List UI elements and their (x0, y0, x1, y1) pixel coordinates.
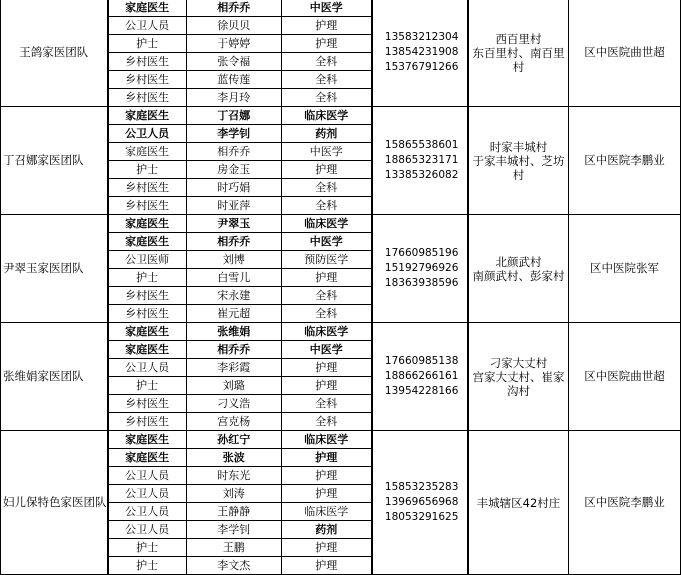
member-name: 徐贝贝 (186, 17, 281, 35)
member-name: 刘璐 (186, 377, 281, 395)
member-name: 王鹏 (186, 539, 281, 557)
member-role: 家庭医生 (108, 323, 187, 341)
member-name: 张维娟 (186, 323, 281, 341)
member-name: 李学钊 (186, 521, 281, 539)
phone-list (372, 431, 468, 575)
phone-number: 17660985138 (384, 355, 459, 367)
member-specialty: 全科 (281, 71, 372, 89)
member-specialty: 护理 (281, 467, 372, 485)
member-name: 蓝传莲 (186, 71, 281, 89)
service-area-line: 沟村 (506, 383, 530, 398)
member-specialty: 全科 (281, 179, 372, 197)
member-specialty: 药剂 (281, 521, 372, 539)
member-specialty: 临床医学 (281, 215, 372, 233)
member-name: 尹翠玉 (186, 215, 281, 233)
member-specialty: 全科 (281, 53, 372, 71)
phone-number: 18866266161 (384, 370, 459, 382)
member-specialty: 护理 (281, 377, 372, 395)
service-area-line: 村 (512, 167, 525, 182)
service-area-line: 东百里村、南百里 (472, 45, 565, 60)
member-role: 乡村医生 (108, 89, 187, 107)
phone-number: 13969656968 (384, 496, 459, 508)
member-specialty: 临床医学 (281, 431, 372, 449)
member-specialty: 全科 (281, 287, 372, 305)
member-role: 家庭医生 (108, 341, 187, 359)
phone-number: 13854231908 (384, 46, 459, 58)
member-role: 乡村医生 (108, 71, 187, 89)
member-name: 崔元超 (186, 305, 281, 323)
team-name: 尹翠玉家医团队 (1, 215, 108, 323)
table-row (1, 0, 681, 17)
member-specialty: 全科 (281, 305, 372, 323)
member-specialty: 护理 (281, 161, 372, 179)
member-specialty: 临床医学 (281, 503, 372, 521)
service-area-line: 时家丰城村 (489, 139, 548, 154)
member-specialty: 护理 (281, 269, 372, 287)
service-area-line: 村 (512, 59, 525, 74)
member-specialty: 护理 (281, 557, 372, 575)
phone-number: 15376791266 (384, 61, 459, 73)
member-specialty: 全科 (281, 395, 372, 413)
service-area-line: 西百里村 (495, 31, 542, 46)
phone-number: 15853235283 (384, 481, 459, 493)
member-role: 乡村医生 (108, 197, 187, 215)
member-name: 房金玉 (186, 161, 281, 179)
member-name: 李文杰 (186, 557, 281, 575)
table-row (1, 215, 681, 233)
member-role: 公卫人员 (108, 467, 187, 485)
member-role: 护士 (108, 539, 187, 557)
member-role: 家庭医生 (108, 107, 187, 125)
service-area-line: 刁家大丈村 (489, 355, 548, 370)
member-role: 乡村医生 (108, 305, 187, 323)
team-name: 丁召娜家医团队 (1, 107, 108, 215)
member-role: 乡村医生 (108, 287, 187, 305)
partner-doctor: 区中医院张军 (569, 215, 681, 323)
phone-number: 13954228166 (384, 385, 459, 397)
partner-doctor: 区中医院曲世超 (569, 0, 681, 107)
member-name: 李彩霞 (186, 359, 281, 377)
member-specialty: 临床医学 (281, 107, 372, 125)
member-name: 王静静 (186, 503, 281, 521)
member-specialty: 护理 (281, 449, 372, 467)
member-name: 时亚萍 (186, 197, 281, 215)
member-specialty: 护理 (281, 539, 372, 557)
service-area-line: 北颜武村 (495, 254, 542, 269)
member-role: 公卫人员 (108, 521, 187, 539)
phone-number: 18363938596 (384, 277, 459, 289)
member-specialty: 护理 (281, 17, 372, 35)
team-name: 妇儿保特色家医团队 (1, 431, 108, 575)
member-specialty: 药剂 (281, 125, 372, 143)
member-specialty: 全科 (281, 413, 372, 431)
member-name: 丁召娜 (186, 107, 281, 125)
phone-number: 15865538601 (384, 139, 459, 151)
member-role: 公卫人员 (108, 359, 187, 377)
member-role: 家庭医生 (108, 0, 187, 17)
member-name: 张波 (186, 449, 281, 467)
team-name: 王鸽家医团队 (1, 0, 108, 107)
partner-doctor: 区中医院李鹏业 (569, 107, 681, 215)
member-specialty: 预防医学 (281, 251, 372, 269)
service-area-line: 宫家大丈村、崔家 (472, 369, 565, 384)
member-name: 刁义浩 (186, 395, 281, 413)
member-name: 白雪儿 (186, 269, 281, 287)
member-role: 家庭医生 (108, 449, 187, 467)
phone-list (372, 215, 468, 323)
member-name: 宫克杨 (186, 413, 281, 431)
member-role: 家庭医生 (108, 233, 187, 251)
member-name: 刘涛 (186, 485, 281, 503)
partner-doctor: 区中医院曲世超 (569, 323, 681, 431)
member-specialty: 全科 (281, 89, 372, 107)
phone-number: 13583212304 (384, 31, 459, 43)
service-area (468, 107, 569, 215)
table-row (1, 107, 681, 125)
member-specialty: 中医学 (281, 341, 372, 359)
member-name: 于婷婷 (186, 35, 281, 53)
member-specialty: 临床医学 (281, 323, 372, 341)
partner-doctor: 区中医院李鹏业 (569, 431, 681, 575)
member-specialty: 全科 (281, 197, 372, 215)
phone-list (372, 323, 468, 431)
member-role: 乡村医生 (108, 53, 187, 71)
phone-number: 18053291625 (384, 511, 459, 523)
member-role: 公卫人员 (108, 125, 187, 143)
member-name: 刘博 (186, 251, 281, 269)
member-role: 护士 (108, 557, 187, 575)
member-role: 乡村医生 (108, 179, 187, 197)
service-area (468, 0, 569, 107)
member-name: 相乔乔 (186, 233, 281, 251)
table-row (1, 431, 681, 449)
phone-number: 13385326082 (384, 169, 459, 181)
phone-list (372, 0, 468, 107)
member-name: 相乔乔 (186, 143, 281, 161)
member-name: 李月玲 (186, 89, 281, 107)
member-specialty: 中医学 (281, 0, 372, 17)
service-area-line: 南颜武村、彭家村 (472, 268, 565, 283)
member-specialty: 中医学 (281, 143, 372, 161)
member-role: 乡村医生 (108, 395, 187, 413)
phone-number: 15192796926 (384, 262, 459, 274)
phone-number: 17660985196 (384, 247, 459, 259)
member-role: 护士 (108, 377, 187, 395)
member-role: 护士 (108, 161, 187, 179)
service-area-line: 丰城辖区42村庄 (476, 495, 561, 510)
member-specialty: 护理 (281, 359, 372, 377)
member-role: 公卫人员 (108, 485, 187, 503)
member-name: 时巧娟 (186, 179, 281, 197)
phone-number: 18865323171 (384, 154, 459, 166)
service-area (468, 215, 569, 323)
member-name: 宋永建 (186, 287, 281, 305)
member-name: 相乔乔 (186, 0, 281, 17)
member-specialty: 中医学 (281, 233, 372, 251)
member-role: 公卫人员 (108, 503, 187, 521)
member-role: 家庭医生 (108, 431, 187, 449)
member-role: 公卫医师 (108, 251, 187, 269)
member-name: 孙红宁 (186, 431, 281, 449)
member-role: 乡村医生 (108, 413, 187, 431)
member-name: 相乔乔 (186, 341, 281, 359)
member-name: 李学钊 (186, 125, 281, 143)
member-role: 家庭医生 (108, 143, 187, 161)
table-row (1, 323, 681, 341)
service-area (468, 323, 569, 431)
team-name: 张维娟家医团队 (1, 323, 108, 431)
member-name: 时东光 (186, 467, 281, 485)
member-name: 张令福 (186, 53, 281, 71)
phone-list (372, 107, 468, 215)
service-area (468, 431, 569, 575)
member-role: 家庭医生 (108, 215, 187, 233)
member-specialty: 护理 (281, 485, 372, 503)
service-area-line: 于家丰城村、芝坊 (472, 153, 565, 168)
member-role: 护士 (108, 269, 187, 287)
member-role: 公卫人员 (108, 17, 187, 35)
member-specialty: 护理 (281, 35, 372, 53)
member-role: 护士 (108, 35, 187, 53)
